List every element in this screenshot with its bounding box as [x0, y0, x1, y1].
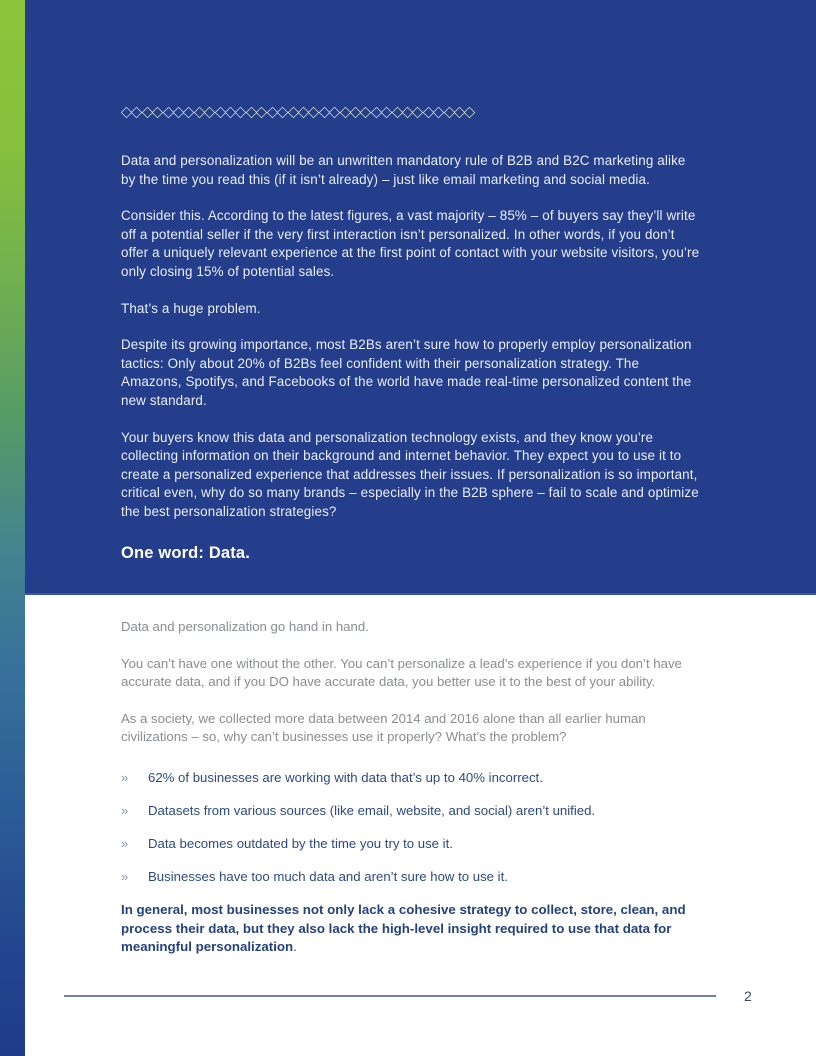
problem-bullet-list [121, 769, 706, 886]
blue-paragraph: Your buyers know this data and personalization technology exists, and they know you’re collecting information on their background and internet behavior. They expect you to use it to create a personalized experience that addresses their issues. If personalization is so important, critical even, why do so many brands – especially in the B2B sphere – fail to scale and optimize the best personalization strategies? [121, 429, 699, 519]
list-item [121, 835, 706, 853]
list-item [121, 769, 706, 787]
page-footer [64, 988, 764, 1004]
one-word-data-heading: One word: Data. [121, 544, 250, 562]
blue-section-body [121, 152, 701, 522]
closing-statement [121, 901, 706, 957]
closing-period: . [293, 939, 297, 955]
list-item-label: Datasets from various sources (like email, website, and social) aren’t unified. [148, 802, 596, 818]
white-paragraph: As a society, we collected more data between 2014 and 2016 alone than all earlier human civilizations – so, why can’t businesses use it properly? What’s the problem? [121, 710, 646, 745]
list-item [121, 868, 706, 886]
list-item-label: Businesses have too much data and aren’t sure how to use it. [148, 868, 508, 884]
footer-divider-rule [64, 995, 716, 996]
blue-paragraph: That’s a huge problem. [121, 300, 261, 316]
white-paragraph: Data and personalization go hand in hand. [121, 619, 369, 634]
list-item-label: Data becomes outdated by the time you try to use it. [148, 835, 453, 851]
bullet-marker-icon: » [121, 802, 129, 818]
page-number: 2 [744, 988, 752, 1004]
diamond-icon [464, 106, 476, 118]
blue-paragraph: Despite its growing importance, most B2Bs aren’t sure how to properly employ personalization tactics: Only about 20% of B2Bs feel confident with their personalization strategy. The Amazons, Spotifys, and Facebooks of the world have made real-time personalized content the new standard. [121, 337, 692, 408]
bullet-marker-icon: » [121, 868, 129, 884]
list-item [121, 802, 706, 820]
bullet-marker-icon: » [121, 769, 129, 785]
blue-panel-bottom-edge [25, 593, 816, 595]
diamond-rule-divider-icon [121, 105, 497, 119]
left-accent-gradient-bar [0, 0, 25, 1056]
bullet-marker-icon: » [121, 835, 129, 851]
white-section-body [121, 618, 706, 957]
list-item-label: 62% of businesses are working with data that’s up to 40% incorrect. [148, 769, 543, 785]
closing-bold-text: In general, most businesses not only lack a cohesive strategy to collect, store, clean, and process their data, but they also lack the high-level insight required to use that data for meaningful personalization [121, 901, 686, 955]
white-paragraph: You can’t have one without the other. You can’t personalize a lead’s experience if you don’t have accurate data, and if you DO have accurate data, you better use it to the best of your ability. [121, 655, 682, 690]
blue-paragraph: Data and personalization will be an unwritten mandatory rule of B2B and B2C marketing alike by the time you read this (if it isn’t already) – just like email marketing and social media. [121, 153, 686, 187]
blue-paragraph: Consider this. According to the latest figures, a vast majority – 85% – of buyers say they’ll write off a potential seller if the very first interaction isn’t personalized. In other words, if you don’t offer a uniquely relevant experience at the first point of contact with your website visitors, you’re only closing 15% of potential sales. [121, 208, 700, 279]
